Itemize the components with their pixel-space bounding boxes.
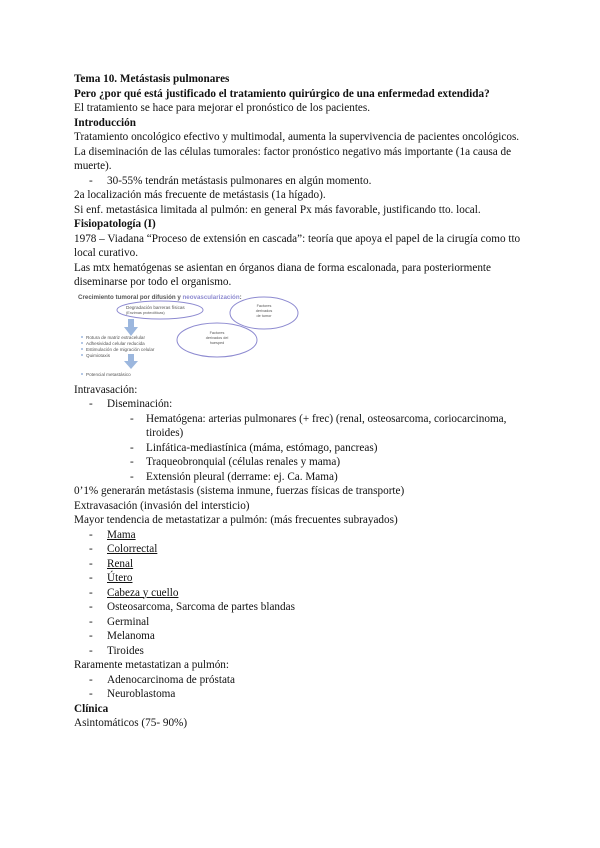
- list-dot-1: [81, 336, 83, 338]
- frequent-site: Renal: [107, 557, 134, 570]
- intro-paragraph-2: La diseminación de las células tumorales: factor pronóstico negativo más importante (1a causa de muerte).: [74, 145, 512, 172]
- frequent-site: Cabeza y cuello: [107, 586, 179, 599]
- diagram-list-item: Adhesividad celular reducida: [86, 340, 145, 346]
- rare-heading: Raramente metastatizan a pulmón:: [74, 659, 230, 671]
- intro-heading: Introducción: [74, 116, 136, 129]
- diagram-title-accent: neovascularización: [182, 293, 240, 301]
- list-dot-4: [81, 354, 83, 356]
- list-item: [74, 557, 524, 572]
- list-item: - Neuroblastoma: [74, 687, 524, 702]
- barrier-sublabel: (Enzimas proteolíticas): [126, 310, 165, 315]
- list-item: [74, 542, 524, 557]
- list-item: - Germinal: [74, 615, 524, 630]
- percent-line: 0’1% generarán metástasis (sistema inmune, fuerzas físicas de transporte): [74, 485, 405, 497]
- viadana-theory-rest: : teoría que apoya el papel de la cirugía como tto local curativo.: [74, 232, 521, 259]
- diseminacion-subitem: - Hematógena: arterias pulmonares (+ frec) (renal, osteosarcoma, coriocarcinoma, tiroides): [74, 412, 522, 441]
- tumor-factors-label: [246, 304, 282, 319]
- list-item: [74, 571, 524, 586]
- extravasacion-line: Extravasación (invasión del intersticio): [74, 499, 250, 512]
- result-dot: [81, 373, 83, 375]
- host-factors-line-1: Factores: [209, 330, 225, 335]
- diseminacion-subitem: - Linfática-mediastínica (máma, estómago, pancreas): [74, 441, 524, 456]
- viadana-theory: 1978 – Viadana “Proceso de extensión en cascada”: [74, 232, 303, 245]
- intro-paragraph-4: Si enf. metastásica limitada al pulmón: en general Px más favorable, justificando tto. local.: [74, 203, 481, 216]
- diagram-title-end: :: [239, 293, 242, 301]
- list-dot-3: [81, 348, 83, 350]
- diagram-list-item: Rotura de matriz extracelular: [86, 334, 145, 340]
- tumor-factors-line-3: de tumor: [256, 313, 272, 318]
- question-heading: Pero ¿por qué está justificado el tratamiento quirúrgico de una enfermedad extendida?: [74, 87, 490, 100]
- host-factors-line-3: huesped: [209, 340, 225, 345]
- barrier-label: Degradación barreras físicas: [126, 304, 185, 310]
- diagram-result: Potencial metastásico: [86, 371, 131, 377]
- intravasacion-heading: Intravasación:: [74, 383, 138, 396]
- frequent-site: Mama: [107, 528, 136, 541]
- result-down-arrow: [124, 354, 138, 369]
- fisio-paragraph-2: Las mtx hematógenas se asientan en órganos diana de forma escalonada, para posteriormente diseminarse por todo el organismo.: [74, 261, 491, 288]
- diseminacion-item: - Diseminación:: [74, 397, 524, 412]
- diagram-title-main: Crecimiento tumoral por difusión y: [78, 293, 183, 301]
- list-item: - Tiroides: [74, 644, 524, 659]
- host-factors-label: [198, 331, 236, 346]
- list-item: - Osteosarcoma, Sarcoma de partes blandas: [74, 600, 524, 615]
- host-factors-line-2: derivados del: [205, 335, 229, 340]
- clinica-paragraph-1: Asintomáticos (75- 90%): [74, 717, 188, 729]
- question-answer: El tratamiento se hace para mejorar el pronóstico de los pacientes.: [74, 102, 371, 114]
- fisio-paragraph-1: [74, 232, 522, 261]
- diagram-list-item: Estimulación de migración celular: [86, 346, 155, 352]
- diagram-list-item: Quimiotaxis: [86, 352, 110, 358]
- document-content: [74, 72, 524, 731]
- list-item: - Adenocarcinoma de próstata: [74, 673, 524, 688]
- document-title: Tema 10. Metástasis pulmonares: [74, 73, 230, 85]
- list-item: [74, 528, 524, 543]
- intro-paragraph-3: 2a localización más frecuente de metástasis (1a hígado).: [74, 189, 326, 201]
- metastasis-diagram: [74, 291, 334, 383]
- frequent-site: Útero: [107, 572, 133, 584]
- diseminacion-subitem: - Extensión pleural (derrame: ej. Ca. Mama): [74, 470, 524, 485]
- tumor-factors-line-1: Factores: [256, 303, 272, 308]
- diagram-title: [78, 291, 242, 306]
- clinica-heading: Clínica: [74, 702, 109, 715]
- barrier-down-arrow: [124, 319, 138, 336]
- intro-paragraph-1: Tratamiento oncológico efectivo y multimodal, aumenta la supervivencia de pacientes oncológicos.: [74, 131, 520, 143]
- tumor-factors-line-2: derivados: [255, 308, 273, 313]
- frequent-site: Colorrectal: [107, 543, 158, 555]
- tendency-heading: Mayor tendencia de metastatizar a pulmón: (más frecuentes subrayados): [74, 514, 398, 526]
- intro-bullet: - 30-55% tendrán metástasis pulmonares en algún momento.: [74, 174, 524, 189]
- list-dot-2: [81, 342, 83, 344]
- list-item: [74, 586, 524, 601]
- diseminacion-subitem: - Traqueobronquial (células renales y mama): [74, 455, 524, 470]
- list-item: - Melanoma: [74, 629, 524, 644]
- fisio-heading: Fisiopatología (I): [74, 218, 156, 230]
